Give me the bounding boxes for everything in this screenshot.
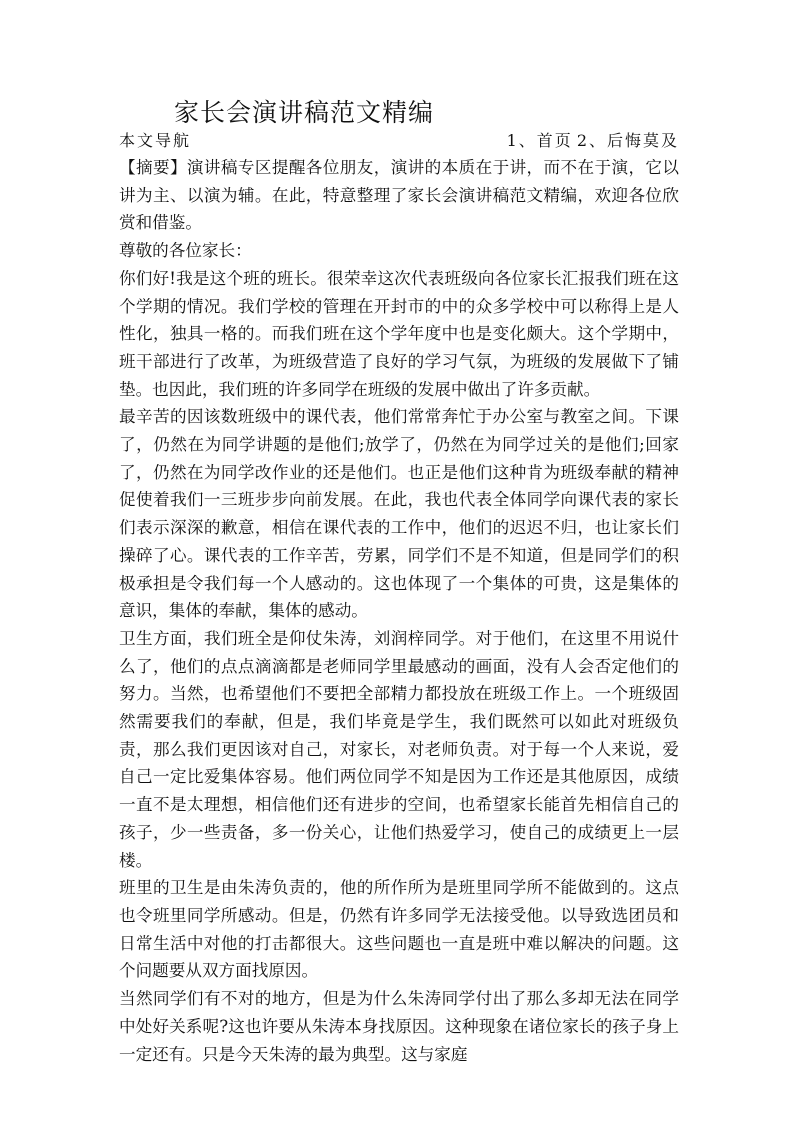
abstract-paragraph: 【摘要】演讲稿专区提醒各位朋友，演讲的本质在于讲，而不在于演，它以讲为主、以演为辅。在此，特意整理了家长会演讲稿范文精编，欢迎各位欣赏和借鉴。 xyxy=(119,158,679,233)
navigation-label: 本文导航 xyxy=(119,131,192,150)
nav-link-regret[interactable]: 2、后悔莫及 xyxy=(576,131,679,150)
body-paragraph: 你们好!我是这个班的班长。很荣幸这次代表班级向各位家长汇报我们班在这个学期的情况。我们学校的管理在开封市的中的众多学校中可以称得上是人性化，独具一格的。而我们班在这个学年度中也是变化颇大。这个学期中，班干部进行了改革，为班级营造了良好的学习气氛，为班级的发展做下了铺垫。也因此，我们班的许多同学在班级的发展中做出了许多贡献。 xyxy=(119,268,679,399)
body-paragraph: 当然同学们有不对的地方，但是为什么朱涛同学付出了那么多却无法在同学中处好关系呢?这也许要从朱涛本身找原因。这种现象在诸位家长的孩子身上一定还有。只是今天朱涛的最为典型。这与家庭 xyxy=(119,989,679,1064)
body-paragraph: 最辛苦的因该数班级中的课代表，他们常常奔忙于办公室与教室之间。下课了，仍然在为同学讲题的是他们;放学了，仍然在为同学过关的是他们;回家了，仍然在为同学改作业的还是他们。也正是他们这种肯为班级奉献的精神促使着我们一三班步步向前发展。在此，我也代表全体同学向课代表的家长们表示深深的歉意，相信在课代表的工作中，他们的迟迟不归，也让家长们操碎了心。课代表的工作辛苦，劳累，同学们不是不知道，但是同学们的积极承担是令我们每一个人感动的。这也体现了一个集体的可贵，这是集体的意识，集体的奉献，集体的感动。 xyxy=(119,407,679,621)
body-paragraph: 卫生方面，我们班全是仰仗朱涛，刘润梓同学。对于他们，在这里不用说什么了，他们的点点滴滴都是老师同学里最感动的画面，没有人会否定他们的努力。当然，也希望他们不要把全部精力都投放在班级工作上。一个班级固然需要我们的奉献，但是，我们毕竟是学生，我们既然可以如此对班级负责，那么我们更因该对自己，对家长，对老师负责。对于每一个人来说，爱自己一定比爱集体容易。他们两位同学不知是因为工作还是其他原因，成绩一直不是太理想，相信他们还有进步的空间，也希望家长能首先相信自己的孩子，少一些责备，多一份关心，让他们热爱学习，使自己的成绩更上一层楼。 xyxy=(119,628,679,870)
salutation: 尊敬的各位家长： xyxy=(119,241,252,261)
document-title: 家长会演讲稿范文精编 xyxy=(174,98,435,127)
document-page xyxy=(119,96,679,1068)
navigation-links xyxy=(507,130,679,154)
article-navigation xyxy=(119,130,679,154)
nav-link-home[interactable]: 1、首页 xyxy=(506,131,573,150)
body-paragraph: 班里的卫生是由朱涛负责的，他的所作所为是班里同学所不能做到的。这点也令班里同学所感动。但是，仍然有许多同学无法接受他。以导致选团员和日常生活中对他的打击都很大。这些问题也一直是班中难以解决的问题。这个问题要从双方面找原因。 xyxy=(119,878,679,981)
